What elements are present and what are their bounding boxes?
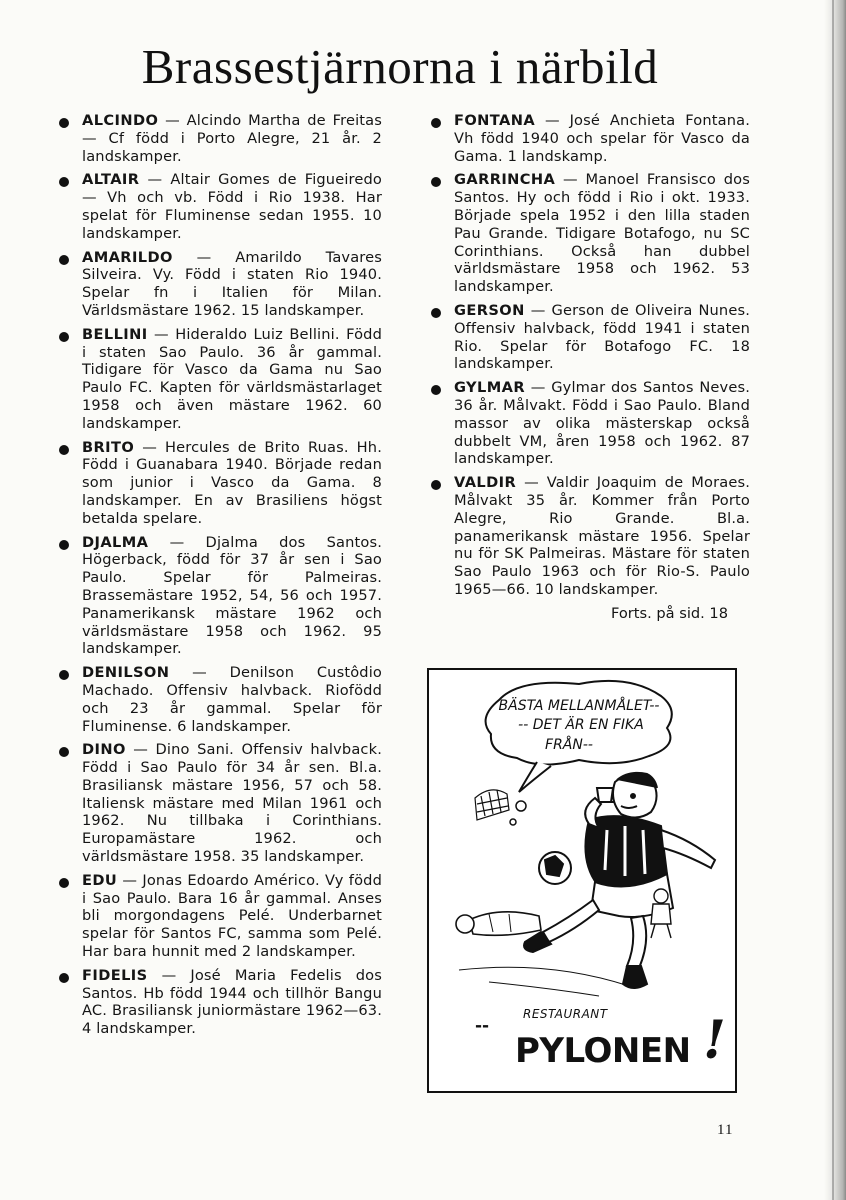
restaurant-label: RESTAURANT (523, 1007, 608, 1021)
player-description (82, 326, 382, 433)
pylonen-brand: PYLONEN (515, 1031, 691, 1071)
player-description (82, 171, 382, 242)
right-column (424, 112, 750, 623)
bullet-icon (59, 747, 69, 757)
player-bio: — Hideraldo Luiz Bellini. Född i staten Sao Paulo. 36 år gammal. Tidigare för Vasco da Gama nu Sao Paulo FC. Kapten för världsmästarlaget 1958 och även mästare 1962. 60 landskamper. (82, 325, 383, 432)
player-bio: — Denilson Custôdio Machado. Offensiv halvback. Riofödd och 23 år gammal. Spelar för Fluminense. 6 landskamper. (82, 664, 382, 735)
bullet-icon (59, 255, 69, 265)
bullet-icon (59, 878, 69, 888)
player-name: DENILSON (82, 664, 170, 682)
bullet-icon (59, 332, 69, 342)
footballer-figure (524, 773, 715, 988)
player-name: DINO (82, 741, 126, 759)
bullet-icon (431, 308, 441, 318)
player-description (82, 664, 382, 735)
brand-exclamation: ! (703, 1010, 726, 1071)
speech-line-3: FRÅN-- (545, 737, 593, 753)
player-bio: — Manoel Fransisco dos Santos. Hy och född i Rio i okt. 1933. Började spela 1952 i den lilla staden Pau Grande. Tidigare Botafogo, nu SC Corinthians. Också han dubbel världsmästare 1958 och 1962. 53 landskamper. (454, 171, 750, 296)
player-entry (52, 439, 382, 528)
speech-line-1: BÄSTA MELLANMÅLET-- (498, 698, 660, 714)
player-bio: — Altair Gomes de Figueiredo — Vh och vb. Född i Rio 1938. Har spelat för Fluminense sedan 1955. 10 landskamper. (82, 171, 382, 242)
restaurant-advertisement (427, 668, 737, 1093)
bullet-icon (431, 480, 441, 490)
player-bio: — José Maria Fedelis dos Santos. Hb född 1944 och tillhör Bangu AC. Brasiliansk juniormästare 1962—63. 4 landskamper. (82, 966, 382, 1038)
player-bio: — Djalma dos Santos. Högerback, född för 37 år sen i Sao Paulo. Spelar för Palmeiras. Brassemästare 1952, 54, 56 och 1957. Panamerikansk mästare 1962 och världsmästare 1958 och 1962. 95 landskamper. (82, 533, 382, 658)
player-name: BRITO (82, 438, 135, 456)
page-title: Brassestjärnorna i närbild (141, 39, 659, 94)
player-name: GYLMAR (454, 379, 525, 397)
player-description (82, 741, 382, 866)
player-description (454, 112, 750, 165)
player-description (82, 249, 382, 320)
page-edge-line (832, 0, 834, 1200)
bullet-icon (431, 177, 441, 187)
player-bio: — Alcindo Martha de Freitas — Cf född i Porto Alegre, 21 år. 2 landskamper. (82, 112, 382, 165)
player-bio: — Jonas Edoardo Américo. Vy född i Sao Paulo. Bara 16 år gammal. Anses bli morgondagens Pelé. Underbarnet spelar för Santos FC, samma som Pelé. Har bara hunnit med 2 landskamper. (82, 871, 382, 961)
player-description (454, 474, 750, 599)
player-entry (52, 534, 382, 659)
bullet-icon (59, 670, 69, 680)
player-bio: — Gerson de Oliveira Nunes. Offensiv halvback, född 1941 i staten Rio. Spelar för Botafogo FC. 18 landskamper. (454, 301, 750, 373)
player-name: VALDIR (454, 474, 517, 492)
player-entry (424, 112, 750, 165)
player-name: EDU (82, 871, 118, 889)
player-entry (52, 326, 382, 433)
player-name: GERSON (454, 301, 525, 319)
bullet-icon (59, 177, 69, 187)
player-bio: — Hercules de Brito Ruas. Hh. Född i Guanabara 1940. Började redan som junior i Vasco da Gama. 8 landskamper. En av Brasiliens högst betalda spelare. (82, 438, 382, 527)
player-entry (424, 171, 750, 296)
player-bio: — Dino Sani. Offensiv halvback. Född i Sao Paulo för 34 år sen. Bl.a. Brasiliansk mästare 1956, 57 och 58. Italiensk mästare med Milan 1961 och 1962. Nu tillbaka i Corinthians. Europamästare 1962. och världsmästare 1958. 35 landskamper. (82, 741, 382, 866)
player-name: ALTAIR (82, 171, 140, 189)
player-description (82, 872, 382, 961)
fallen-player-figure (456, 912, 541, 936)
player-description (82, 439, 382, 528)
player-description (82, 534, 382, 659)
player-bio: — Gylmar dos Santos Neves. 36 år. Målvakt. Född i Sao Paulo. Bland massor av olika mästerskap också dubbelt VM, åren 1958 och 1962. 87 landskamper. (454, 379, 751, 468)
speech-line-2: -- DET ÄR EN FIKA (518, 717, 644, 733)
cartoon-illustration (429, 670, 734, 1090)
player-description (454, 302, 750, 373)
bullet-icon (59, 973, 69, 983)
bullet-icon (59, 445, 69, 455)
player-entry (52, 664, 382, 735)
player-entry (424, 379, 750, 468)
bullet-icon (59, 118, 69, 128)
player-entry (424, 302, 750, 373)
player-bio: — José Anchieta Fontana. Vh född 1940 och spelar för Vasco da Gama. 1 landskamp. (454, 112, 750, 165)
player-name: AMARILDO (82, 248, 173, 266)
left-column (52, 112, 382, 1044)
player-name: GARRINCHA (454, 171, 556, 189)
player-entry (52, 112, 382, 165)
player-name: FIDELIS (82, 966, 148, 984)
player-name: FONTANA (454, 112, 536, 129)
player-entry (52, 171, 382, 242)
player-description (454, 379, 750, 468)
player-description (82, 967, 382, 1038)
player-entry (52, 967, 382, 1038)
player-entry (424, 474, 750, 599)
player-name: ALCINDO (82, 112, 159, 129)
bullet-icon (59, 540, 69, 550)
ad-dashes: -- (475, 1016, 490, 1036)
player-description (82, 112, 382, 165)
goal-net (475, 790, 509, 820)
speech-bubble-tail (519, 762, 551, 792)
bullet-icon (431, 385, 441, 395)
player-entry (52, 741, 382, 866)
player-bio: — Valdir Joaquim de Moraes. Målvakt 35 år. Kommer från Porto Alegre, Rio Grande. Bl.a. panamerikansk mästare 1956. Spelar nu för SK Palmeiras. Mästare för staten Sao Paulo 1963 och för Rio-S. Paulo 1965—66. 10 landskamper. (454, 474, 750, 598)
player-entry (52, 249, 382, 320)
player-entry (52, 872, 382, 961)
small-referee-figure (651, 889, 671, 938)
page-number: 11 (717, 1122, 734, 1138)
page-edge-shadow (824, 0, 846, 1200)
player-name: BELLINI (82, 325, 148, 343)
player-description (454, 171, 750, 296)
player-name: DJALMA (82, 533, 149, 551)
bullet-icon (431, 118, 441, 128)
player-bio: — Amarildo Tavares Silveira. Vy. Född i staten Rio 1940. Spelar fn i Italien för Milan. Världsmästare 1962. 15 landskamper. (82, 248, 382, 319)
continued-note: Forts. på sid. 18 (610, 604, 728, 622)
